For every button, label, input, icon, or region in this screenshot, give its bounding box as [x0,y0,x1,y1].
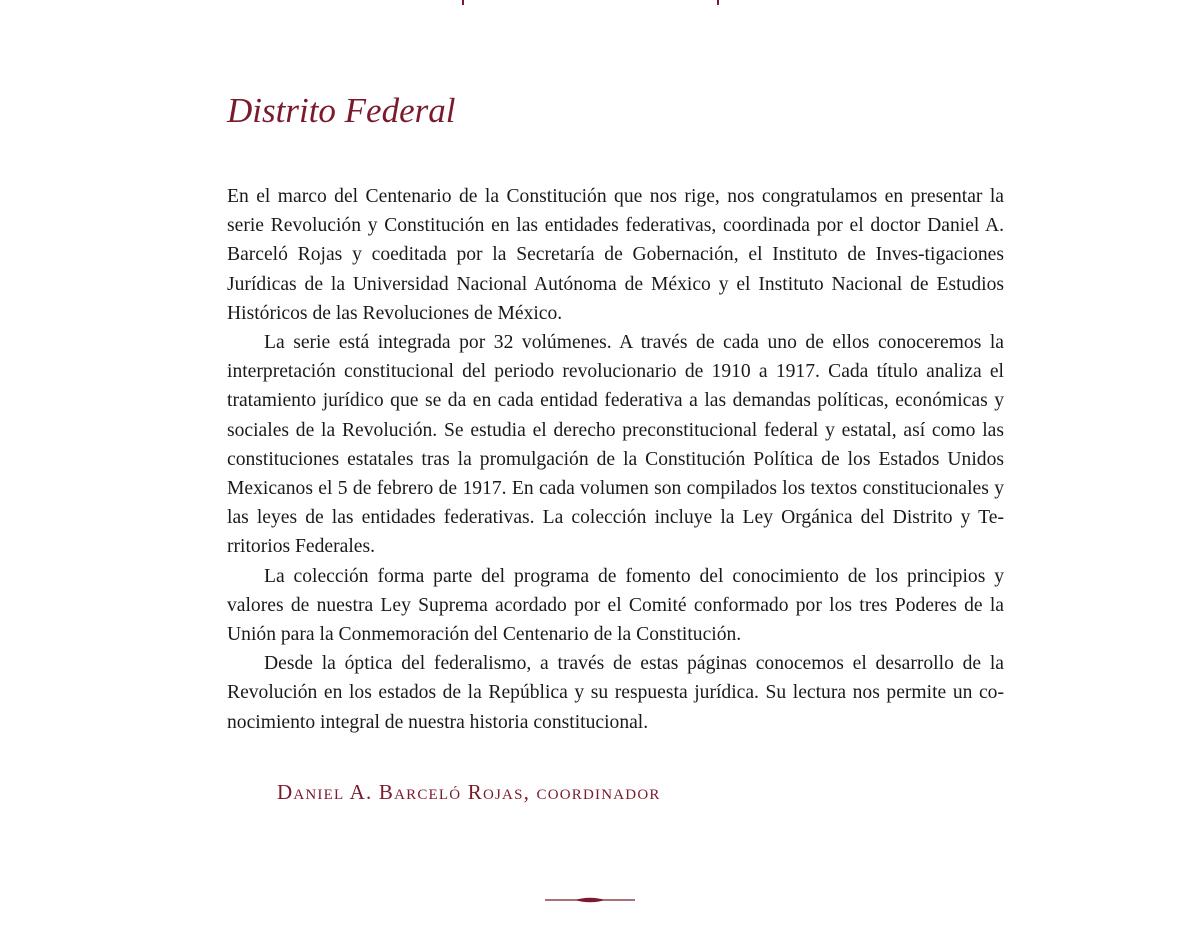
body-text [227,182,1004,737]
paragraph: La colección forma parte del programa de fomento del conocimiento de los principios y valores de nuestra Ley Suprema acordado por el Comité conformado por los tres Poderes de la Unión para la Conmemoración del Centenario de la Constitución. [227,565,1004,646]
paragraph: Desde la óptica del federalismo, a través de estas páginas conocemos el desarrollo de la Revolución en los estados de la República y su respuesta jurídica. Su lectura nos permite un co-nocimiento integral de nuestra historia constitucional. [227,653,1004,733]
page-title: Distrito Federal [227,91,456,130]
author-signature: Daniel A. Barceló Rojas, coordinador [277,780,661,804]
top-rule-tick-left [462,0,464,5]
paragraph: En el marco del Centenario de la Constitución que nos rige, nos congratulamos en presentar la serie Revolución y Constitución en las entidades federativas, coordinada por el doctor Daniel A. Barceló Rojas y coeditada por la Secretaría de Gobernación, el Instituto de Inves-tigaciones Jurídicas de la Universidad Nacional Autónoma de México y el Instituto Nacional de Estudios Históricos de las Revoluciones de México. [227,186,1004,324]
top-rule-tick-right [717,0,719,5]
ornament-divider-icon [545,894,635,906]
paragraph: La serie está integrada por 32 volúmenes. A través de cada uno de ellos conoceremos la interpretación constitucional del periodo revolucionario de 1910 a 1917. Cada título analiza el tratamiento jurídico que se da en cada entidad federativa a las demandas políticas, económicas y sociales de la Revolución. Se estudia el derecho preconstitucional federal y estatal, así como las constituciones estatales tras la promulgación de la Constitución Política de los Estados Unidos Mexicanos el 5 de febrero de 1917. En cada volumen son compilados los textos constitucionales y las leyes de las entidades federativas. La colección incluye la Ley Orgánica del Distrito y Te-rritorios Federales. [227,332,1004,558]
